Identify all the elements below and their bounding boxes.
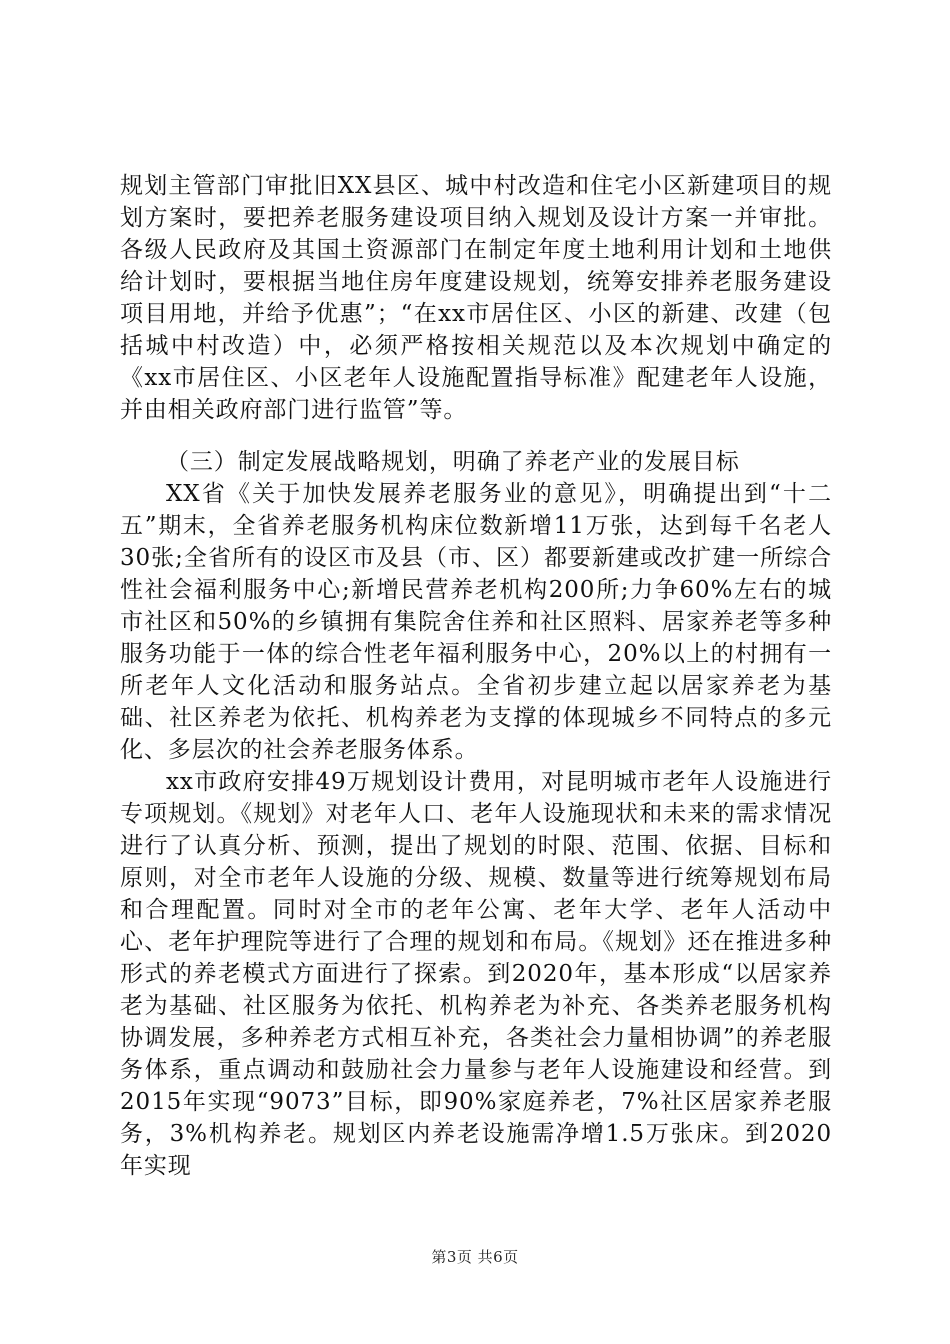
page-number-footer: 第3页 共6页 (431, 1248, 519, 1266)
paragraph-city-plan: xx市政府安排49万规划设计费用，对昆明城市老年人设施进行专项规划。《规划》对老年人口、老年人设施现状和未来的需求情况进行了认真分析、预测，提出了规划的时限、范围、依据、目标和原则，对全市老年人设施的分级、规模、数量等进行统筹规划布局和合理配置。同时对全市的老年公寓、老年大学、老年人活动中心、老年护理院等进行了合理的规划和布局。《规划》还在推进多种形式的养老模式方面进行了探索。到2020年，基本形成“以居家养老为基础、社区服务为依托、机构养老为补充、各类养老服务机构协调发展，多种养老方式相互补充，各类社会力量相协调”的养老服务体系，重点调动和鼓励社会力量参与老年人设施建设和经营。到2015年实现“9073”目标，即90%家庭养老，7%社区居家养老服务，3%机构养老。规划区内养老设施需净增1.5万张床。到2020年实现 (120, 769, 832, 1179)
paragraph-continuation: 规划主管部门审批旧XX县区、城中村改造和住宅小区新建项目的规划方案时，要把养老服务建设项目纳入规划及设计方案一并审批。各级人民政府及其国土资源部门在制定年度土地利用计划和土地供给计划时，要根据当地住房年度建设规划，统筹安排养老服务建设项目用地，并给予优惠”；“在xx市居住区、小区的新建、改建（包括城中村改造）中，必须严格按相关规范以及本次规划中确定的《xx市居住区、小区老年人设施配置指导标准》配建老年人设施，并由相关政府部门进行监管”等。 (120, 173, 832, 423)
document-body (120, 170, 832, 1182)
paragraph-provincial-goals: XX省《关于加快发展养老服务业的意见》，明确提出到“十二五”期末，全省养老服务机构床位数新增11万张，达到每千名老人30张;全省所有的设区市及县（市、区）都要新建或改扩建一所综合性社会福利服务中心;新增民营养老机构200所;力争60%左右的城市社区和50%的乡镇拥有集院舍住养和社区照料、居家养老等多种服务功能于一体的综合性老年福利服务中心，20%以上的村拥有一所老年人文化活动和服务站点。全省初步建立起以居家养老为基础、社区养老为依托、机构养老为支撑的体现城乡不同特点的多元化、多层次的社会养老服务体系。 (120, 481, 832, 763)
section-heading: （三）制定发展战略规划，明确了养老产业的发展目标 (166, 449, 740, 475)
